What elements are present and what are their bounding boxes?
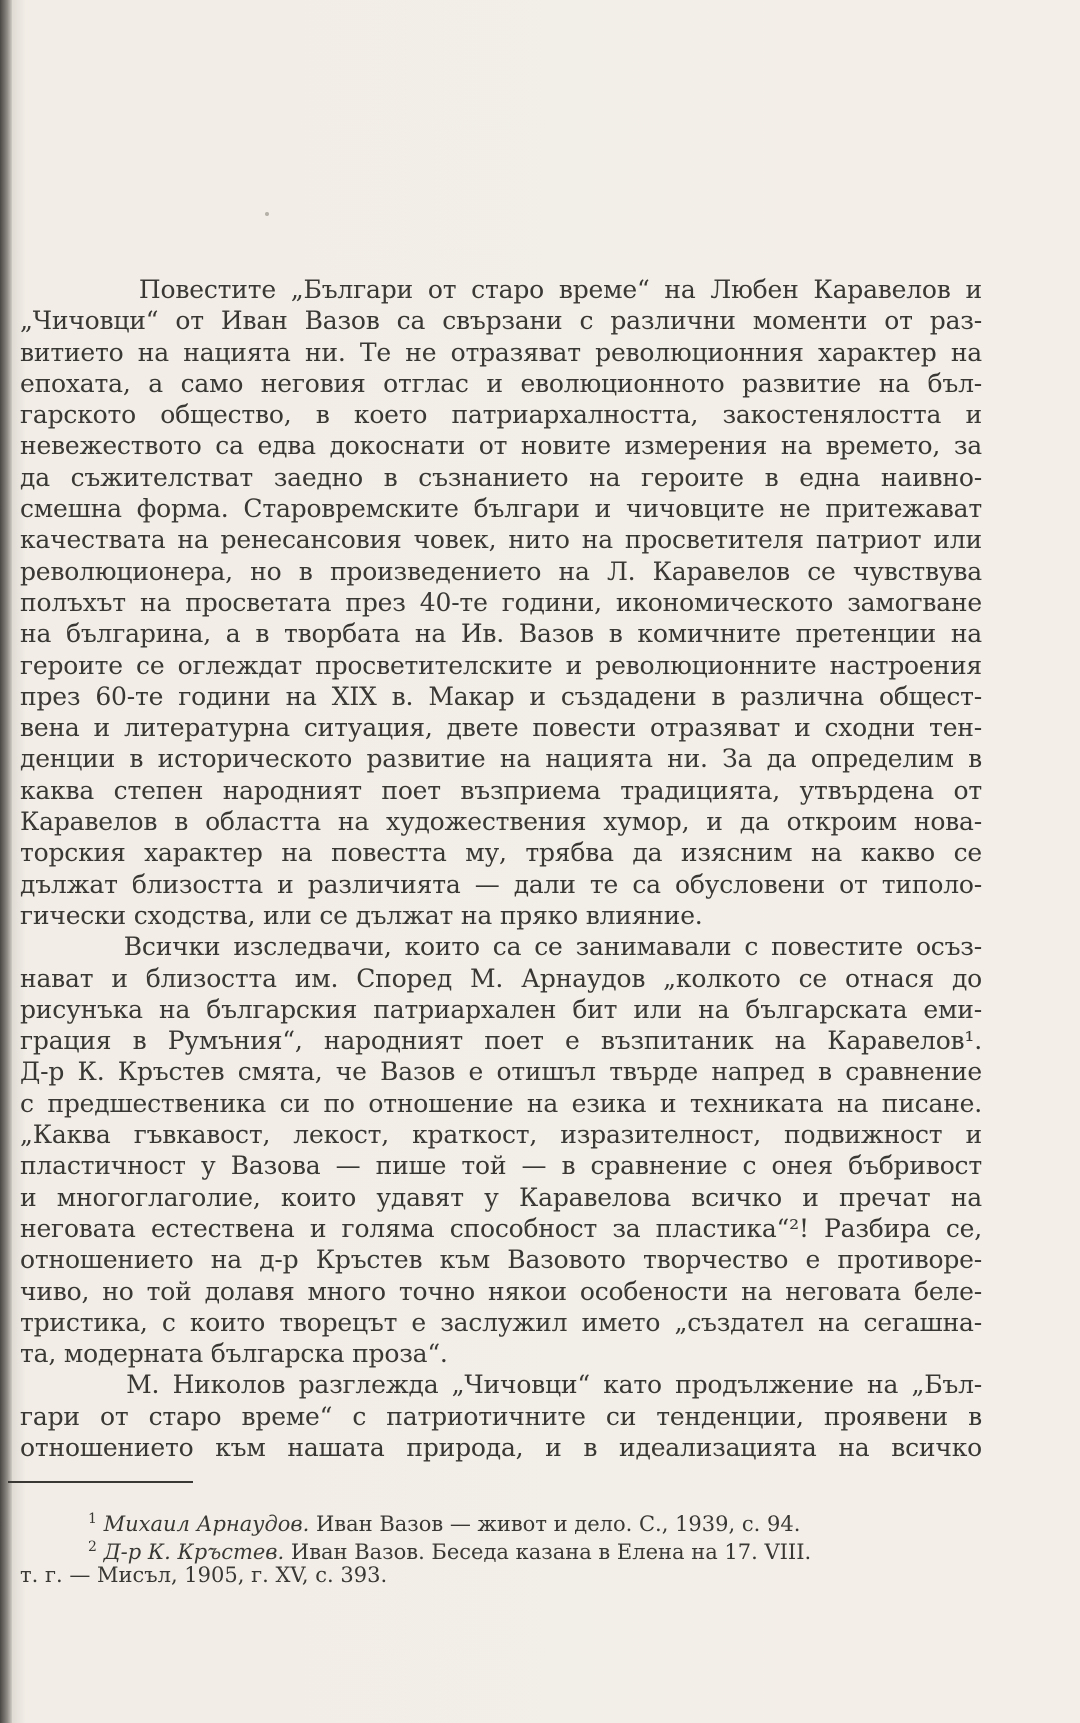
text-line: торския характер на повестта му, трябва да изясним на какво се (20, 838, 982, 868)
text-line: „Каква гъвкавост, лекост, краткост, изразителност, подвижност и (20, 1120, 982, 1150)
text-line: отношението към нашата природа, и в идеализацията на всичко (20, 1432, 982, 1462)
text-line: гарското общество, в което патриархалността, закостенялостта и (20, 400, 982, 430)
footnote-text: Иван Вазов — живот и дело. С., 1939, с. 94. (309, 1512, 801, 1536)
text-line: невежеството са едва докоснати от новите измерения на времето, за (20, 431, 982, 461)
text-line: тристика, с които творецът е заслужил името „създател на сегашна- (20, 1307, 982, 1337)
text-line: смешна форма. Старовремските българи и чичовците не притежават (20, 494, 982, 524)
text-line: дължат близостта и различията — дали те са обусловени от типоло- (20, 869, 982, 899)
text-line: нават и близостта им. Според М. Арнаудов „колкото се отнася до (20, 963, 982, 993)
text-line: та, модерната българска проза“. (20, 1339, 448, 1369)
text-line: „Чичовци“ от Иван Вазов са свързани с различни моменти от раз- (20, 306, 982, 336)
book-spine-shadow (0, 0, 12, 1723)
text-line: гически сходства, или се дължат на пряко влияние. (20, 900, 703, 930)
text-line: витието на нацията ни. Те не отразяват революционния характер на (20, 337, 982, 367)
text-line: вена и литературна ситуация, двете повести отразяват и сходни тен- (20, 713, 982, 743)
text-line: през 60-те години на XIX в. Макар и създадени в различна общест- (20, 681, 982, 711)
footnote-2-continued (20, 1561, 982, 1589)
text-line: каква степен народният поет възприема традицията, утвърдена от (20, 775, 982, 805)
footnote-author: Д-р К. Кръстев. (103, 1540, 285, 1564)
main-text (20, 274, 982, 1463)
text-line: М. Николов разглежда „Чичовци“ като продължение на „Бъл- (20, 1370, 982, 1400)
text-line: денции в историческото развитие на нацията ни. За да определим в (20, 744, 982, 774)
text-line: отношението на д-р Кръстев към Вазовото творчество е противоре- (20, 1245, 982, 1275)
footnote-number: 1 (88, 1511, 97, 1527)
footnote-author: Михаил Арнаудов. (103, 1512, 310, 1536)
text-line: епохата, а само неговия отглас и еволюционното развитие на бъл- (20, 368, 982, 398)
text-line: героите се оглеждат просветителските и революционните настроения (20, 650, 982, 680)
footnotes (20, 1505, 982, 1589)
footnote-text: т. г. — Мисъл, 1905, г. XV, с. 393. (20, 1563, 388, 1587)
text-line: гари от старо време“ с патриотичните си тенденции, проявени в (20, 1401, 982, 1431)
footnote-2 (20, 1533, 982, 1564)
text-line: качествата на ренесансовия човек, нито на просветителя патриот или (20, 525, 982, 555)
text-line: чиво, но той долавя много точно някои особености на неговата беле- (20, 1276, 982, 1306)
text-line: пластичност у Вазова — пише той — в сравнение с онея бъбривост (20, 1151, 982, 1181)
text-line: да съжителстват заедно в съзнанието на героите в една наивно- (20, 462, 982, 492)
text-line: Всички изследвачи, които са се занимавали с повестите осъз- (20, 932, 982, 962)
footnote-text: Иван Вазов. Беседа казана в Елена на 17. VIII. (284, 1540, 812, 1564)
text-line: Повестите „Българи от старо време“ на Любен Каравелов и (20, 275, 982, 304)
text-line: с предшественика си по отношение на езика и техниката на писане. (20, 1088, 982, 1118)
footnote-separator (8, 1481, 193, 1483)
footnote-1 (20, 1505, 982, 1536)
text-line: неговата естествена и голяма способност за пластика“²! Разбира се, (20, 1213, 982, 1243)
text-line: Д-р К. Кръстев смята, че Вазов е отишъл твърде напред в сравнение (20, 1057, 982, 1087)
text-line: грация в Румъния“, народният поет е възпитаник на Каравелов¹. (20, 1026, 982, 1056)
paper-speck (265, 212, 269, 216)
text-line: и многоглаголие, които удавят у Каравелова всичко и пречат на (20, 1182, 982, 1212)
text-line: Каравелов в областта на художествения хумор, и да откроим нова- (20, 807, 982, 837)
footnote-number: 2 (88, 1539, 97, 1555)
text-line: рисунъка на българския патриархален бит или на българската еми- (20, 994, 982, 1024)
text-line: революционера, но в произведението на Л. Каравелов се чувствува (20, 556, 982, 586)
text-line: полъхът на просветата през 40-те години, икономическото замогване (20, 587, 982, 617)
text-line: на българина, а в творбата на Ив. Вазов в комичните претенции на (20, 619, 982, 649)
